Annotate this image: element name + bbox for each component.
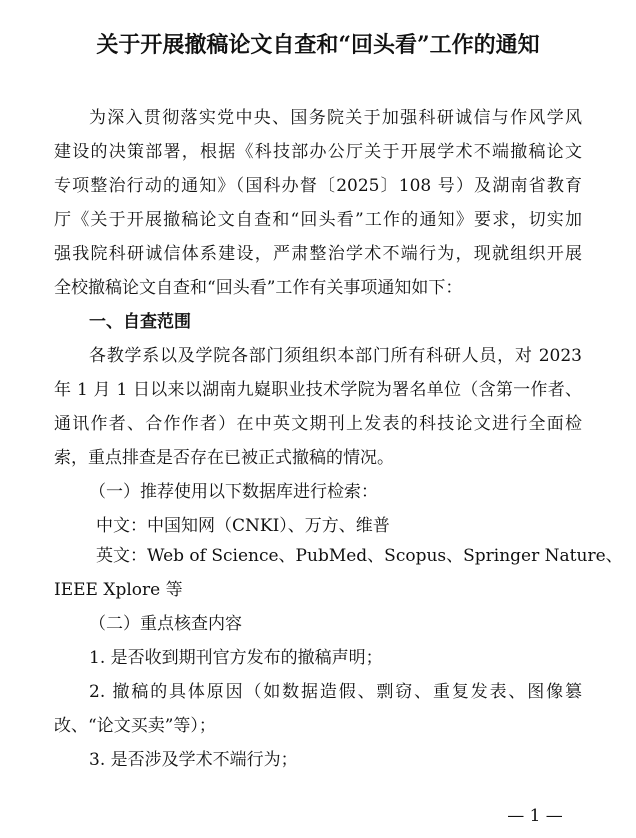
- paragraph-line: 年 1 月 1 日以来以湖南九嶷职业技术学院为署名单位（含第一作者、: [54, 380, 582, 400]
- paragraph-line: 各教学系以及学院各部门须组织本部门所有科研人员，对 2023: [89, 346, 582, 366]
- check-item: 3. 是否涉及学术不端行为；: [89, 750, 298, 770]
- paragraph-line: 建设的决策部署，根据《科技部办公厅关于开展学术不端撤稿论文: [54, 142, 582, 162]
- subsection-heading: （一）推荐使用以下数据库进行检索：: [89, 482, 378, 502]
- database-english-line: IEEE Xplore 等: [54, 580, 183, 600]
- subsection-heading: （二）重点核查内容: [89, 614, 242, 634]
- paragraph-line: 全校撤稿论文自查和“回头看”工作有关事项通知如下：: [54, 278, 463, 298]
- document-title: 关于开展撤稿论文自查和“回头看”工作的通知: [96, 32, 540, 58]
- paragraph-line: 强我院科研诚信体系建设，严肃整治学术不端行为，现就组织开展: [54, 244, 582, 264]
- paragraph-line: 为深入贯彻落实党中央、国务院关于加强科研诚信与作风学风: [89, 108, 582, 128]
- paragraph-line: 索，重点排查是否存在已被正式撤稿的情况。: [54, 448, 394, 468]
- check-item: 改、“论文买卖”等）；: [54, 716, 216, 736]
- paragraph-line: 通讯作者、合作作者）在中英文期刊上发表的科技论文进行全面检: [54, 414, 582, 434]
- database-chinese-line: 中文：中国知网（CNKI）、万方、维普: [96, 516, 390, 536]
- database-english-line: 英文：Web of Science、PubMed、Scopus、Springer Nature、: [96, 546, 623, 566]
- page-number: — 1 —: [507, 806, 563, 826]
- paragraph-line: 专项整治行动的通知》（国科办督〔2025〕108 号）及湖南省教育: [54, 176, 582, 196]
- paragraph-line: 厅《关于开展撤稿论文自查和“回头看”工作的通知》要求，切实加: [54, 210, 582, 230]
- check-item: 2. 撤稿的具体原因（如数据造假、剽窃、重复发表、图像篡: [89, 682, 582, 702]
- section-heading: 一、自查范围: [89, 312, 191, 332]
- check-item: 1. 是否收到期刊官方发布的撤稿声明；: [89, 648, 383, 668]
